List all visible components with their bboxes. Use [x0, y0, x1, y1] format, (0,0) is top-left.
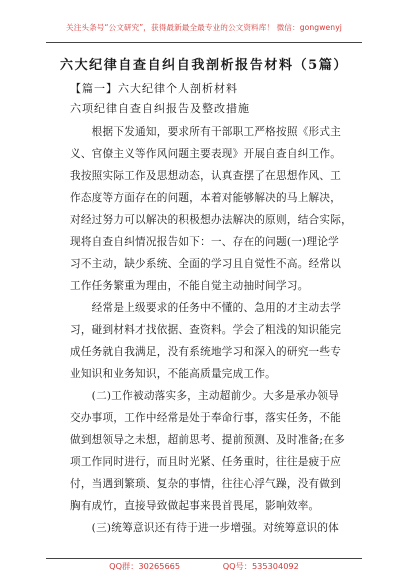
- footer-divider: [46, 558, 362, 559]
- body-line: 经常是上级要求的任务中不懂的、急用的才主动去学: [70, 302, 342, 314]
- body-line: 习不主动，缺少系统、全面的学习且自觉性不高。经常以: [70, 258, 342, 270]
- footer-qq-group: QQ群：30265665: [109, 561, 181, 571]
- body-line: (二)工作被动落实多，主动超前少。大多是承办领导: [70, 390, 340, 402]
- body-line: 成任务就自我满足，没有系统地学习和深入的研究一些专: [70, 346, 342, 358]
- document-title: 六大纪律自查自纠自我剖析报告材料（5篇）: [59, 58, 349, 73]
- body-line: 对经过努力可以解决的积极想办法解决的原则，结合实际，: [70, 214, 352, 226]
- body-line: 交办事项，工作中经常是处于奉命行事，落实任务，不能: [70, 412, 342, 424]
- body-line: 付，当遇到繁琐、复杂的事情，往往心浮气躁，没有做到: [70, 478, 342, 490]
- footer-contact: [0, 561, 408, 572]
- body-line: 工作任务繁重为理由，不能自觉主动抽时间学习。: [70, 280, 309, 292]
- body-line: 习，碰到材料才找依据、查资料。学会了粗浅的知识能完: [70, 324, 342, 336]
- body-line: 现将自查自纠情况报告如下：一、存在的问题(一)理论学: [70, 236, 340, 248]
- header-promo-note: 关注头条号“公文研究”，获得最新最全最专业的公文资料库！ 微信：gongwenyj: [66, 23, 342, 32]
- body-line: 做到想领导之未想，超前思考、提前预测、及时准备;在多: [70, 434, 345, 446]
- body-line: 业知识和业务知识，不能高质量完成工作。: [70, 368, 277, 380]
- body-line: 项工作同时进行，而且时光紧、任务重时，往往是疲于应: [70, 456, 342, 468]
- body-line: (三)统筹意识还有待于进一步增强。对统筹意识的体: [70, 522, 340, 534]
- body-line: 义、官僚主义等作风问题主要表现》开展自查自纠工作。: [70, 148, 342, 160]
- body-line: 胸有成竹，直接导致做起事来畏首畏尾，影响效率。: [70, 500, 320, 512]
- body-line: 作态度等方面存在的问题，本着对能够解决的马上解决，: [70, 192, 342, 204]
- header-divider: [46, 42, 362, 43]
- subheading: 六项纪律自查自纠报告及整改措施: [70, 102, 250, 115]
- body-line: 根据下发通知，要求所有干部职工严格按照《形式主: [70, 126, 342, 138]
- footer-qq-number: QQ号：535304092: [222, 561, 299, 571]
- section-heading: 【篇一】六大纪律个人剖析材料: [70, 82, 238, 95]
- body-line: 我按照实际工作及思想动态，认真查摆了在思想作风、工: [70, 170, 342, 182]
